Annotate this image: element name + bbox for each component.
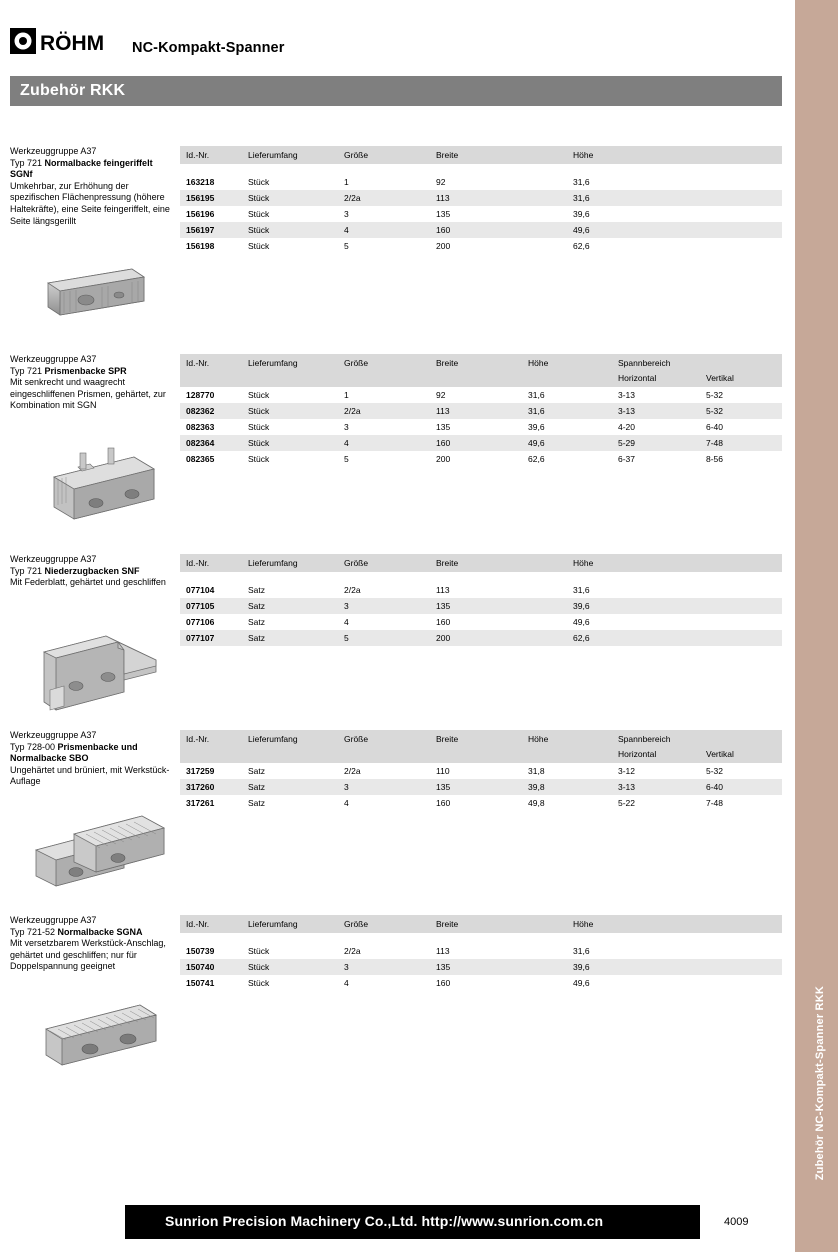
col-breite: Breite (430, 730, 522, 763)
col-idnr: Id.-Nr. (180, 730, 242, 763)
type-bold-5: Normalbacke SGNA (57, 926, 143, 937)
cell-groesse: 3 (338, 598, 430, 614)
cell-vertikal: 7-48 (700, 435, 782, 451)
cell-lieferumfang: Satz (248, 617, 266, 627)
product-table-3 (180, 554, 782, 646)
cell-groesse: 1 (344, 177, 349, 187)
cell-hoehe: 49,6 (567, 222, 782, 238)
table-row (180, 975, 782, 991)
section-banner (10, 76, 782, 106)
cell-lieferumfang: Satz (242, 779, 338, 795)
cell-lieferumfang: Stück (242, 435, 338, 451)
desc-text-4: Ungehärtet und brüniert, mit Werkstück-Auflage (10, 764, 170, 787)
cell-idnr: 156196 (186, 209, 215, 219)
cell-vertikal: 5-32 (706, 390, 724, 400)
cell-horizontal: 3-13 (612, 779, 700, 795)
cell-lieferumfang: Stück (248, 946, 270, 956)
footer-company: Sunrion Precision Machinery Co.,Ltd. http://www.sunrion.com.cn (165, 1213, 604, 1229)
cell-hoehe: 39,6 (573, 209, 590, 219)
cell-idnr: 082363 (186, 422, 215, 432)
table-row (180, 779, 782, 795)
cell-breite: 160 (436, 617, 451, 627)
col-lieferumfang: Lieferumfang (242, 915, 338, 933)
cell-hoehe: 62,6 (528, 454, 545, 464)
type-plain-4: Typ 728-00 (10, 741, 58, 752)
svg-text:RÖHM: RÖHM (40, 32, 105, 55)
cell-breite: 110 (436, 766, 450, 776)
table-row (180, 614, 782, 630)
cell-groesse: 5 (344, 241, 349, 251)
cell-hoehe: 39,6 (567, 959, 782, 975)
product-table-2 (180, 354, 782, 467)
cell-breite: 200 (436, 241, 451, 251)
cell-groesse: 4 (344, 798, 349, 808)
cell-idnr: 077105 (180, 598, 242, 614)
cell-lieferumfang: Stück (242, 959, 338, 975)
col-hoehe: Höhe (522, 730, 612, 763)
cell-lieferumfang: Satz (242, 598, 338, 614)
page-header (10, 28, 785, 68)
page-number: 4009 (724, 1216, 749, 1228)
cell-idnr: 077107 (180, 630, 242, 646)
table-row (180, 222, 782, 238)
cell-lieferumfang: Satz (248, 798, 266, 808)
cell-breite: 160 (436, 978, 451, 988)
cell-groesse: 4 (344, 978, 349, 988)
cell-groesse: 4 (344, 617, 349, 627)
col-horizontal: Horizontal (612, 372, 700, 387)
col-hoehe: Höhe (567, 554, 782, 572)
cell-hoehe: 39,6 (528, 422, 545, 432)
cell-idnr: 317260 (180, 779, 242, 795)
type-bold-3: Niederzugbacken SNF (44, 565, 140, 576)
product-table-5 (180, 915, 782, 991)
table-header-row (180, 146, 782, 164)
product-image-5 (14, 987, 174, 1085)
table-row (180, 387, 782, 403)
cell-lieferumfang: Stück (242, 190, 338, 206)
cell-hoehe: 31,6 (573, 946, 590, 956)
col-idnr: Id.-Nr. (180, 915, 242, 933)
col-hoehe: Höhe (567, 915, 782, 933)
cell-breite: 160 (430, 222, 567, 238)
cell-groesse: 3 (338, 779, 430, 795)
cell-hoehe: 39,6 (567, 598, 782, 614)
cell-breite: 200 (430, 630, 567, 646)
desc-text-5: Mit versetzbarem Werkstück-Anschlag, gehärtet und geschliffen; nur für Doppelspannung geeignet (10, 938, 166, 972)
banner-title: Zubehör RKK (20, 82, 126, 99)
col-lieferumfang: Lieferumfang (242, 146, 338, 164)
col-hoehe: Höhe (567, 146, 782, 164)
cell-hoehe: 31,6 (528, 390, 545, 400)
desc-text-1: Umkehrbar, zur Erhöhung der spezifischen Flächenpressung (höhere Haltekräfte), eine Seite feingeriffelt, eine Seite längsgerillt (10, 180, 170, 226)
product-image-2 (14, 429, 174, 527)
table-row (180, 190, 782, 206)
cell-hoehe: 31,6 (573, 177, 590, 187)
col-vertikal: Vertikal (700, 372, 782, 387)
cell-breite: 113 (430, 403, 522, 419)
product-description-4 (10, 730, 175, 788)
table-row (180, 419, 782, 435)
cell-idnr: 082362 (180, 403, 242, 419)
type-bold-4: Prismenbacke und Normalbacke SBO (10, 741, 138, 764)
cell-breite: 160 (430, 435, 522, 451)
cell-idnr: 077104 (186, 585, 215, 595)
cell-lieferumfang: Stück (248, 422, 270, 432)
col-hoehe: Höhe (522, 354, 612, 387)
cell-lieferumfang: Stück (248, 177, 270, 187)
type-plain-3: Typ 721 (10, 565, 45, 576)
cell-horizontal: 4-20 (618, 422, 636, 432)
cell-groesse: 3 (344, 209, 349, 219)
cell-lieferumfang: Stück (248, 454, 270, 464)
col-lieferumfang: Lieferumfang (242, 354, 338, 387)
table-header-row (180, 354, 782, 372)
product-description-1 (10, 146, 175, 227)
product-table-4 (180, 730, 782, 811)
col-idnr: Id.-Nr. (180, 146, 242, 164)
cell-breite: 135 (430, 959, 567, 975)
cell-groesse: 4 (338, 222, 430, 238)
cell-hoehe: 31,6 (567, 190, 782, 206)
cell-idnr: 317261 (186, 798, 215, 808)
table-row (180, 238, 782, 254)
table-row (180, 598, 782, 614)
cell-breite: 135 (436, 209, 451, 219)
cell-idnr: 082364 (180, 435, 242, 451)
cell-horizontal: 6-37 (618, 454, 636, 464)
col-idnr: Id.-Nr. (180, 354, 242, 387)
cell-breite: 113 (430, 190, 567, 206)
product-image-3 (14, 614, 174, 717)
col-horizontal: Horizontal (612, 748, 700, 763)
col-spannbereich: Spannbereich (612, 354, 782, 372)
type-plain-5: Typ 721-52 (10, 926, 58, 937)
table-row (180, 451, 782, 467)
table-row (180, 206, 782, 222)
col-vertikal: Vertikal (700, 748, 782, 763)
product-table-1 (180, 146, 782, 254)
col-spannbereich: Spannbereich (612, 730, 782, 748)
col-breite: Breite (430, 554, 567, 572)
cell-groesse: 3 (344, 422, 349, 432)
cell-idnr: 150741 (186, 978, 215, 988)
table-row (180, 174, 782, 190)
cell-horizontal: 5-22 (618, 798, 636, 808)
table-row (180, 943, 782, 959)
cell-groesse: 2/2a (338, 190, 430, 206)
col-breite: Breite (430, 354, 522, 387)
cell-groesse: 2/2a (338, 403, 430, 419)
cell-idnr: 163218 (186, 177, 215, 187)
cell-hoehe: 39,8 (522, 779, 612, 795)
cell-groesse: 2/2a (344, 585, 361, 595)
cell-groesse: 4 (338, 435, 430, 451)
cell-lieferumfang: Stück (242, 403, 338, 419)
cell-groesse: 1 (344, 390, 349, 400)
col-groesse: Größe (338, 554, 430, 572)
cell-vertikal: 7-48 (706, 798, 724, 808)
cell-hoehe: 31,6 (573, 585, 590, 595)
cell-lieferumfang: Stück (248, 209, 270, 219)
cell-breite: 160 (436, 798, 451, 808)
roehm-logo (10, 28, 110, 58)
col-groesse: Größe (338, 730, 430, 763)
col-breite: Breite (430, 146, 567, 164)
cell-lieferumfang: Stück (242, 222, 338, 238)
table-header-row (180, 730, 782, 748)
cell-hoehe: 31,8 (528, 766, 545, 776)
cell-lieferumfang: Stück (248, 241, 270, 251)
cell-idnr: 156197 (180, 222, 242, 238)
werkzeuggruppe-4: Werkzeuggruppe A37 (10, 730, 97, 740)
cell-vertikal: 5-32 (706, 766, 724, 776)
cell-idnr: 150739 (186, 946, 215, 956)
cell-breite: 92 (436, 177, 446, 187)
cell-breite: 113 (436, 946, 450, 956)
cell-breite: 113 (436, 585, 450, 595)
cell-hoehe: 31,6 (522, 403, 612, 419)
cell-hoehe: 49,6 (573, 978, 590, 988)
werkzeuggruppe-1: Werkzeuggruppe A37 (10, 146, 97, 156)
cell-idnr: 077106 (186, 617, 215, 627)
table-row (180, 582, 782, 598)
cell-vertikal: 8-56 (706, 454, 724, 464)
cell-horizontal: 5-29 (612, 435, 700, 451)
type-bold-2: Prismenbacke SPR (44, 365, 127, 376)
cell-hoehe: 49,8 (528, 798, 545, 808)
cell-idnr: 150740 (180, 959, 242, 975)
type-plain-1: Typ 721 (10, 157, 45, 168)
cell-groesse: 5 (344, 454, 349, 464)
product-description-2 (10, 354, 175, 412)
table-row (180, 795, 782, 811)
cell-breite: 135 (436, 422, 451, 432)
cell-lieferumfang: Satz (248, 766, 266, 776)
table-header-row (180, 554, 782, 572)
table-row (180, 435, 782, 451)
cell-breite: 200 (436, 454, 451, 464)
cell-idnr: 128770 (186, 390, 215, 400)
table-row (180, 630, 782, 646)
col-idnr: Id.-Nr. (180, 554, 242, 572)
side-tab-label: Zubehör NC-Kompakt-Spanner RKK (814, 985, 826, 1180)
product-description-3 (10, 554, 175, 589)
werkzeuggruppe-2: Werkzeuggruppe A37 (10, 354, 97, 364)
cell-lieferumfang: Stück (248, 390, 270, 400)
product-image-4 (14, 798, 174, 901)
table-row (180, 763, 782, 779)
col-breite: Breite (430, 915, 567, 933)
cell-groesse: 3 (338, 959, 430, 975)
product-description-5 (10, 915, 175, 973)
cell-hoehe: 62,6 (567, 630, 782, 646)
table-row (180, 959, 782, 975)
cell-groesse: 2/2a (344, 946, 361, 956)
werkzeuggruppe-5: Werkzeuggruppe A37 (10, 915, 97, 925)
cell-breite: 135 (430, 779, 522, 795)
cell-hoehe: 62,6 (573, 241, 590, 251)
header-title: NC-Kompakt-Spanner (132, 40, 285, 56)
cell-hoehe: 49,6 (522, 435, 612, 451)
type-plain-2: Typ 721 (10, 365, 45, 376)
table-header-row (180, 915, 782, 933)
table-row (180, 403, 782, 419)
cell-idnr: 317259 (186, 766, 215, 776)
cell-vertikal: 6-40 (700, 779, 782, 795)
cell-vertikal: 6-40 (706, 422, 724, 432)
col-groesse: Größe (338, 915, 430, 933)
cell-groesse: 2/2a (344, 766, 361, 776)
cell-idnr: 156195 (180, 190, 242, 206)
cell-groesse: 5 (338, 630, 430, 646)
cell-hoehe: 49,6 (573, 617, 590, 627)
desc-text-3: Mit Federblatt, gehärtet und geschliffen (10, 577, 166, 588)
cell-horizontal: 3-13 (618, 390, 636, 400)
side-tab (795, 0, 838, 1252)
col-lieferumfang: Lieferumfang (242, 730, 338, 763)
cell-vertikal: 5-32 (700, 403, 782, 419)
desc-text-2: Mit senkrecht und waagrecht eingeschliffenen Prismen, gehärtet, zur Kombination mit SGN (10, 377, 166, 411)
type-bold-1: Normalbacke feingeriffelt SGNf (10, 157, 153, 180)
cell-horizontal: 3-12 (618, 766, 636, 776)
cell-horizontal: 3-13 (612, 403, 700, 419)
col-groesse: Größe (338, 354, 430, 387)
cell-breite: 135 (430, 598, 567, 614)
col-groesse: Größe (338, 146, 430, 164)
col-lieferumfang: Lieferumfang (242, 554, 338, 572)
cell-idnr: 082365 (186, 454, 215, 464)
cell-lieferumfang: Stück (248, 978, 270, 988)
cell-breite: 92 (436, 390, 446, 400)
cell-lieferumfang: Satz (242, 630, 338, 646)
cell-idnr: 156198 (186, 241, 215, 251)
werkzeuggruppe-3: Werkzeuggruppe A37 (10, 554, 97, 564)
cell-lieferumfang: Satz (248, 585, 266, 595)
product-image-1 (14, 251, 174, 344)
footer-bar (125, 1205, 782, 1239)
